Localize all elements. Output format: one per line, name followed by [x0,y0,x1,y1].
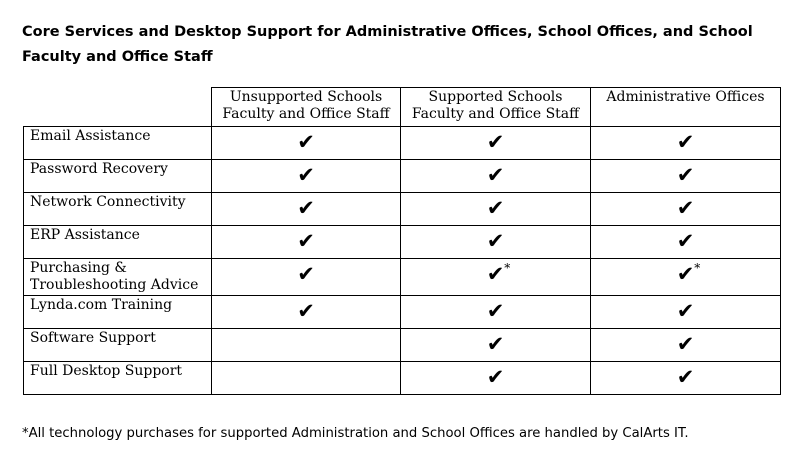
footnote-asterisk: * [504,261,511,275]
table-row [24,193,781,226]
service-cell [24,362,212,395]
support-cell-supported [401,127,591,160]
column-header-label: Supported Schools Faculty and Office Staff [411,89,580,122]
support-cell-unsupported [212,259,401,296]
support-cell-unsupported [212,362,401,395]
service-cell [24,296,212,329]
service-label: Password Recovery [30,161,168,177]
table-row [24,362,781,395]
checkmark-icon: ✔ [297,229,315,253]
support-cell-supported [401,296,591,329]
checkmark-icon: ✔ * [677,259,695,289]
table-row [24,160,781,193]
checkmark-icon: ✔ [486,130,505,154]
service-label: Lynda.com Training [30,297,173,313]
support-cell-unsupported [212,226,401,259]
service-label: ERP Assistance [30,227,140,243]
services-table [23,87,781,395]
column-header-administrative [591,88,781,127]
support-cell-supported [401,362,591,395]
service-cell [24,193,212,226]
service-cell [24,259,212,296]
header-blank-cell [24,88,212,127]
footnote: *All technology purchases for supported Administration and School Offices are handled by CalArts IT. [22,426,689,441]
service-label: Full Desktop Support [30,363,183,379]
support-cell-administrative [591,160,781,193]
support-cell-supported [401,193,591,226]
checkmark-icon: ✔ [676,299,695,323]
checkmark-icon: ✔ [486,332,505,356]
support-cell-unsupported [212,160,401,193]
checkmark-icon: ✔ [676,229,695,253]
checkmark-icon: ✔ [297,163,315,187]
service-cell [24,226,212,259]
support-cell-administrative [591,259,781,296]
checkmark-icon: ✔ [297,262,315,286]
checkmark-icon: ✔ [486,299,505,323]
support-cell-unsupported [212,193,401,226]
support-cell-supported [401,329,591,362]
checkmark-icon: ✔ [676,332,695,356]
support-cell-supported [401,226,591,259]
service-label: Software Support [30,330,156,346]
service-label: Purchasing & Troubleshooting Advice [30,260,199,293]
checkmark-icon: ✔ [486,229,505,253]
service-label: Network Connectivity [30,194,186,210]
column-header-label: Unsupported Schools Faculty and Office Staff [222,89,390,122]
table-row [24,329,781,362]
service-cell [24,160,212,193]
checkmark-icon: ✔ * [487,259,505,289]
support-cell-supported [401,160,591,193]
column-header-supported [401,88,591,127]
checkmark-icon: ✔ [297,130,315,154]
column-header-label: Administrative Offices [606,89,765,105]
service-label: Email Assistance [30,128,151,144]
column-header-unsupported [212,88,401,127]
table-row [24,127,781,160]
service-cell [24,127,212,160]
support-cell-unsupported [212,329,401,362]
checkmark-icon: ✔ [297,299,315,323]
support-cell-supported [401,259,591,296]
table-row [24,296,781,329]
footnote-asterisk: * [694,261,701,275]
page-title: Core Services and Desktop Support for Administrative Offices, School Offices, and School Faculty and Office Staff [22,24,753,65]
table-row [24,259,781,296]
checkmark-icon: ✔ [486,163,505,187]
support-cell-administrative [591,329,781,362]
service-cell [24,329,212,362]
checkmark-icon: ✔ [676,130,695,154]
checkmark-icon: ✔ [297,196,315,220]
support-cell-unsupported [212,127,401,160]
table-row [24,226,781,259]
support-cell-administrative [591,362,781,395]
table-header-row [24,88,781,127]
support-cell-administrative [591,193,781,226]
checkmark-icon: ✔ [676,365,695,389]
support-cell-unsupported [212,296,401,329]
support-cell-administrative [591,226,781,259]
checkmark-icon: ✔ [486,196,505,220]
checkmark-icon: ✔ [676,163,695,187]
support-cell-administrative [591,127,781,160]
support-cell-administrative [591,296,781,329]
checkmark-icon: ✔ [676,196,695,220]
checkmark-icon: ✔ [486,365,505,389]
